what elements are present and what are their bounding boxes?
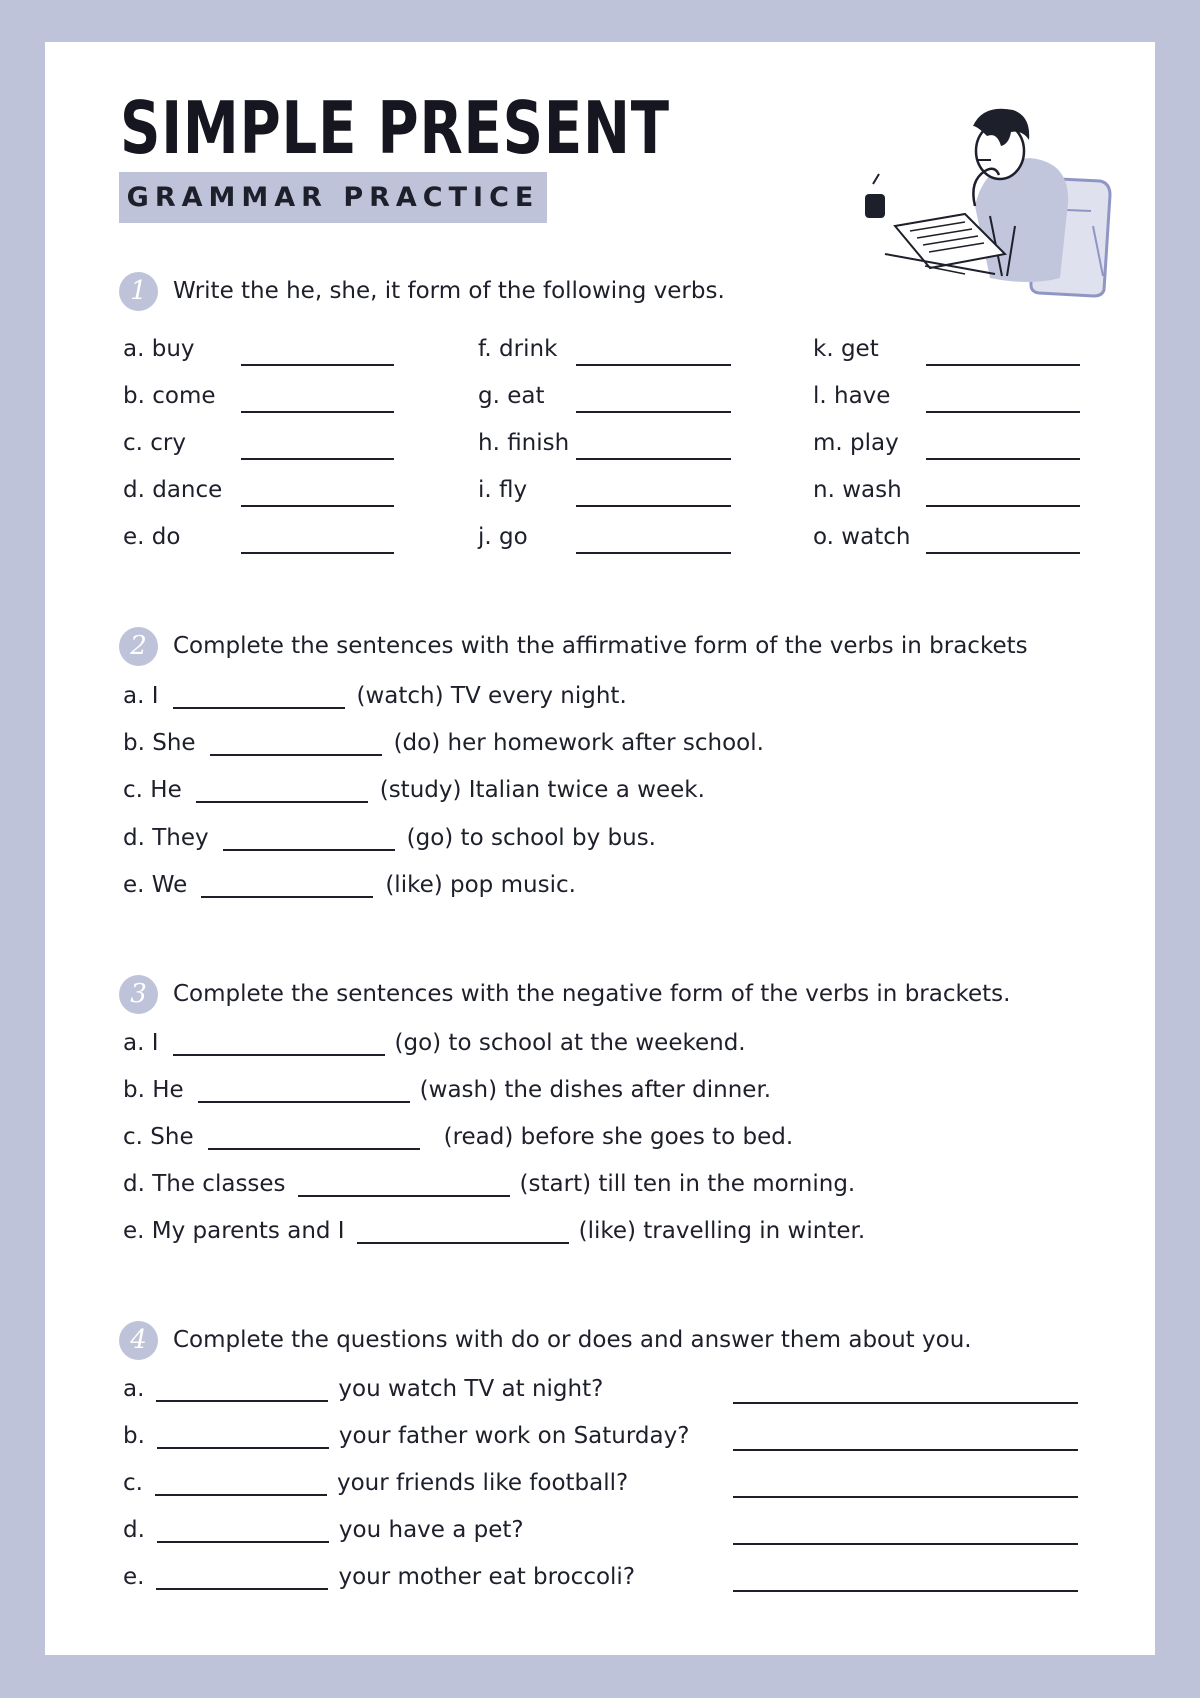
answer-blank[interactable]	[241, 483, 394, 507]
sentence-item: e. We (like) pop music.	[123, 872, 576, 898]
page-subtitle: GRAMMAR PRACTICE	[119, 172, 547, 223]
answer-blank[interactable]	[201, 874, 373, 898]
sentence-item: a. I (go) to school at the weekend.	[123, 1030, 746, 1056]
answer-blank[interactable]	[208, 1126, 420, 1150]
exercise-4-heading	[119, 1320, 972, 1360]
sentence-item: e. My parents and I (like) travelling in winter.	[123, 1218, 866, 1244]
exercise-3-heading	[119, 974, 1010, 1014]
answer-blank[interactable]	[576, 530, 731, 554]
answer-blank[interactable]	[576, 483, 731, 507]
answer-blank[interactable]	[576, 389, 731, 413]
exercise-1-heading	[119, 271, 725, 311]
answer-blank[interactable]	[298, 1173, 510, 1197]
answer-line[interactable]	[733, 1521, 1078, 1545]
answer-blank[interactable]	[241, 342, 394, 366]
verb-item: g. eat	[478, 383, 545, 409]
verb-item: o. watch	[813, 524, 911, 550]
verb-item: k. get	[813, 336, 879, 362]
sentence-item: d. The classes (start) till ten in the morning.	[123, 1171, 856, 1197]
exercise-instruction: Complete the sentences with the affirmative form of the verbs in brackets	[173, 633, 1028, 659]
answer-blank[interactable]	[156, 1378, 328, 1402]
question-item: d. you have a pet?	[123, 1517, 524, 1543]
exercise-instruction: Write the he, she, it form of the following verbs.	[173, 278, 725, 304]
question-item: b. your father work on Saturday?	[123, 1423, 690, 1449]
answer-blank[interactable]	[198, 1079, 410, 1103]
sentence-item: d. They (go) to school by bus.	[123, 825, 656, 851]
answer-blank[interactable]	[926, 530, 1080, 554]
exercise-number-badge: 2	[119, 627, 158, 666]
worksheet	[45, 42, 1155, 1655]
sentence-item: a. I (watch) TV every night.	[123, 683, 627, 709]
answer-line[interactable]	[733, 1427, 1078, 1451]
answer-blank[interactable]	[241, 530, 394, 554]
verb-item: b. come	[123, 383, 216, 409]
answer-blank[interactable]	[155, 1472, 327, 1496]
answer-line[interactable]	[733, 1568, 1078, 1592]
exercise-number-badge: 4	[119, 1321, 158, 1360]
verb-item: e. do	[123, 524, 181, 550]
sentence-item: c. She (read) before she goes to bed.	[123, 1124, 794, 1150]
answer-blank[interactable]	[926, 436, 1080, 460]
exercise-instruction: Complete the questions with do or does and answer them about you.	[173, 1327, 972, 1353]
exercise-number-badge: 3	[119, 975, 158, 1014]
verb-item: j. go	[478, 524, 528, 550]
exercise-instruction: Complete the sentences with the negative form of the verbs in brackets.	[173, 981, 1011, 1007]
answer-line[interactable]	[733, 1474, 1078, 1498]
question-item: e. your mother eat broccoli?	[123, 1564, 636, 1590]
answer-blank[interactable]	[157, 1519, 329, 1543]
verb-item: n. wash	[813, 477, 902, 503]
sentence-item: b. He (wash) the dishes after dinner.	[123, 1077, 772, 1103]
sentence-item: c. He (study) Italian twice a week.	[123, 777, 705, 803]
sentence-item: b. She (do) her homework after school.	[123, 730, 764, 756]
verb-item: d. dance	[123, 477, 223, 503]
verb-item: h. finish	[478, 430, 570, 456]
exercise-number-badge: 1	[119, 272, 158, 311]
exercise-2-heading	[119, 626, 1028, 666]
answer-blank[interactable]	[157, 1425, 329, 1449]
verb-item: l. have	[813, 383, 891, 409]
answer-blank[interactable]	[173, 685, 345, 709]
verb-item: i. fly	[478, 477, 528, 503]
student-writing-illustration	[865, 76, 1125, 298]
page-title: SIMPLE PRESENT	[120, 86, 670, 170]
answer-blank[interactable]	[926, 389, 1080, 413]
answer-blank[interactable]	[210, 732, 382, 756]
answer-blank[interactable]	[241, 389, 394, 413]
answer-blank[interactable]	[241, 436, 394, 460]
verb-item: f. drink	[478, 336, 558, 362]
verb-item: m. play	[813, 430, 899, 456]
answer-blank[interactable]	[926, 483, 1080, 507]
answer-blank[interactable]	[926, 342, 1080, 366]
answer-blank[interactable]	[576, 342, 731, 366]
answer-blank[interactable]	[156, 1566, 328, 1590]
verb-item: c. cry	[123, 430, 186, 456]
question-item: c. your friends like football?	[123, 1470, 629, 1496]
answer-blank[interactable]	[173, 1032, 385, 1056]
answer-line[interactable]	[733, 1380, 1078, 1404]
answer-blank[interactable]	[196, 779, 368, 803]
verb-item: a. buy	[123, 336, 195, 362]
question-item: a. you watch TV at night?	[123, 1376, 604, 1402]
answer-blank[interactable]	[576, 436, 731, 460]
answer-blank[interactable]	[223, 827, 395, 851]
answer-blank[interactable]	[357, 1220, 569, 1244]
